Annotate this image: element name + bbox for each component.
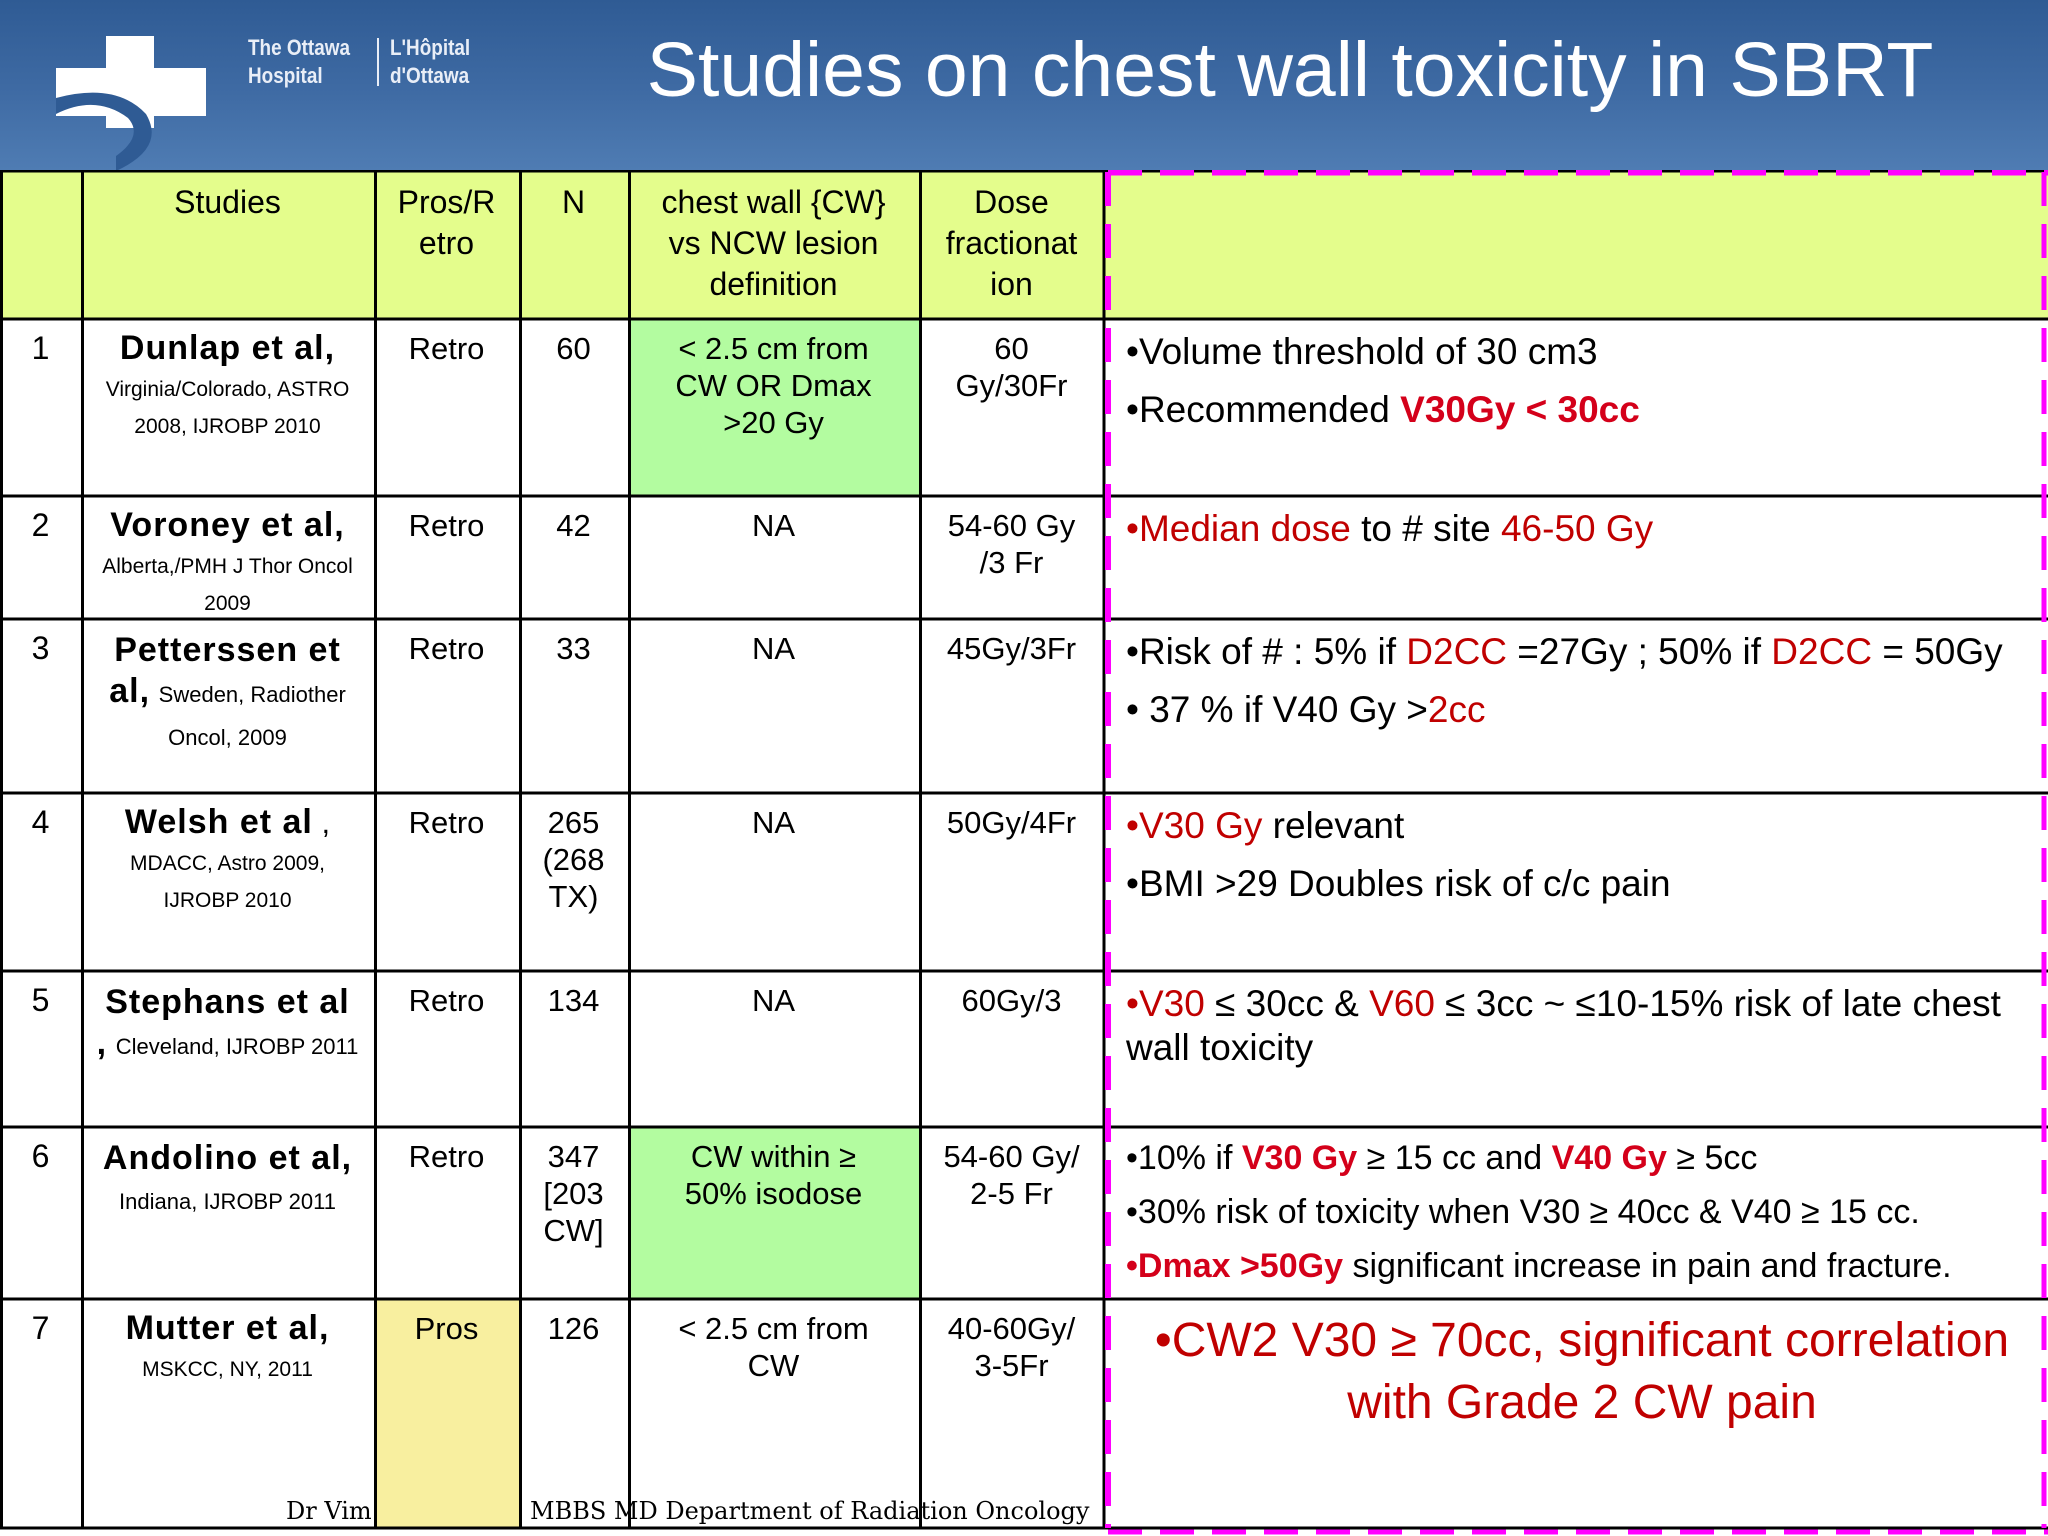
header-findings xyxy=(1104,170,2048,318)
finding-text: ≤ 30cc & xyxy=(1204,983,1370,1024)
findings-cell xyxy=(1126,618,2038,792)
row-number: 4 xyxy=(31,804,50,840)
study-cell xyxy=(81,970,374,1126)
finding-text: ≥ 15 cc and xyxy=(1357,1139,1552,1177)
study-detail: Indiana, IJROBP 2011 xyxy=(119,1189,336,1214)
dose-fractionation: 54-60 Gy/ 2-5 Fr xyxy=(943,1139,1080,1211)
header-dose: Dose fractionat ion xyxy=(945,184,1078,302)
finding-text: •30% risk of toxicity when V30 ≥ 40cc & V40 ≥ 15 cc. xyxy=(1126,1193,1920,1231)
dose-fractionation: 40-60Gy/ 3-5Fr xyxy=(947,1311,1076,1383)
dose-fractionation: 50Gy/4Fr xyxy=(946,805,1077,840)
study-design: Retro xyxy=(408,805,485,840)
study-detail: Alberta,/PMH J Thor Oncol 2009 xyxy=(102,555,353,615)
study-cell xyxy=(81,318,374,495)
footer-department: MBBS MD Department of Radiation Oncology xyxy=(530,1497,1090,1525)
dose-fractionation: 54-60 Gy /3 Fr xyxy=(947,508,1076,580)
lesion-definition: < 2.5 cm from CW OR Dmax >20 Gy xyxy=(675,331,872,440)
study-author-suffix: , xyxy=(312,805,331,840)
study-detail: MDACC, Astro 2009, IJROBP 2010 xyxy=(130,852,325,912)
lesion-definition: NA xyxy=(751,631,796,666)
study-author: Petterssen et al, xyxy=(109,631,341,710)
findings-cell xyxy=(1126,1298,2038,1528)
patient-count: 347 [203 CW] xyxy=(543,1139,604,1248)
study-design: Retro xyxy=(408,331,485,366)
lesion-definition: < 2.5 cm from CW xyxy=(678,1311,869,1383)
finding-text: V30Gy < 30cc xyxy=(1400,389,1640,430)
hospital-name-french: L'Hôpital d'Ottawa xyxy=(390,35,471,88)
header-index xyxy=(0,170,81,318)
study-author: Andolino et al, xyxy=(102,1139,353,1177)
lesion-definition: NA xyxy=(751,983,796,1018)
study-author: Welsh et al xyxy=(124,803,313,841)
finding-text: •V30 xyxy=(1126,983,1205,1024)
slide-header xyxy=(0,0,2048,170)
study-design: Retro xyxy=(408,631,485,666)
finding-line xyxy=(1126,1246,2038,1286)
finding-text: 2cc xyxy=(1427,689,1486,730)
finding-text: •10% if xyxy=(1126,1139,1242,1177)
finding-line xyxy=(1126,630,2038,674)
finding-text: •Volume threshold of 30 cm3 xyxy=(1126,331,1598,372)
patient-count: 42 xyxy=(556,508,591,543)
finding-text: ≤ 3cc ~ ≤10-15% risk of late chest wall toxicity xyxy=(1126,983,2001,1068)
row-number: 6 xyxy=(31,1138,50,1174)
header-design: Pros/R etro xyxy=(397,184,496,261)
finding-text: •CW2 V30 ≥ 70cc, significant correlation with Grade 2 CW pain xyxy=(1154,1314,2010,1429)
finding-text: •Median dose xyxy=(1126,508,1351,549)
finding-line xyxy=(1126,688,2038,732)
finding-text: • 37 % if V40 Gy > xyxy=(1126,689,1428,730)
header-studies: Studies xyxy=(174,184,281,220)
finding-line xyxy=(1126,804,2038,848)
header-n: N xyxy=(561,184,586,220)
study-detail: Cleveland, IJROBP 2011 xyxy=(115,1034,359,1059)
finding-line xyxy=(1126,330,2038,374)
study-cell xyxy=(81,495,374,618)
finding-text: V40 Gy xyxy=(1551,1139,1667,1177)
finding-text: •Risk of # : 5% if xyxy=(1126,631,1407,672)
finding-text: •Recommended xyxy=(1126,389,1401,430)
study-cell xyxy=(81,792,374,970)
header-definition: chest wall {CW} vs NCW lesion definition xyxy=(661,184,886,302)
patient-count: 265 (268 TX) xyxy=(542,805,605,914)
study-design: Pros xyxy=(414,1311,479,1346)
finding-line xyxy=(1126,1310,2038,1434)
study-design: Retro xyxy=(408,508,485,543)
dose-fractionation: 45Gy/3Fr xyxy=(946,631,1077,666)
findings-cell xyxy=(1126,970,2038,1126)
finding-line xyxy=(1126,1192,2038,1232)
row-number: 7 xyxy=(31,1310,50,1346)
study-cell xyxy=(81,618,374,792)
study-detail: Virginia/Colorado, ASTRO 2008, IJROBP 2010 xyxy=(105,378,350,438)
finding-text: •BMI >29 Doubles risk of c/c pain xyxy=(1126,863,1671,904)
findings-cell xyxy=(1126,1126,2038,1298)
findings-cell xyxy=(1126,792,2038,970)
study-design: Retro xyxy=(408,1139,485,1174)
finding-text: D2CC xyxy=(1771,631,1873,672)
finding-text: V60 xyxy=(1369,983,1435,1024)
finding-text: •V30 Gy xyxy=(1126,805,1263,846)
slide-title: Studies on chest wall toxicity in SBRT xyxy=(646,27,1934,113)
finding-text: = 50Gy xyxy=(1872,631,2003,672)
finding-text: significant increase in pain and fracture. xyxy=(1343,1247,1952,1285)
hospital-cross-logo-icon xyxy=(56,36,206,171)
finding-text: D2CC xyxy=(1406,631,1508,672)
lesion-definition: NA xyxy=(751,805,796,840)
patient-count: 33 xyxy=(556,631,591,666)
study-design: Retro xyxy=(408,983,485,1018)
findings-cell xyxy=(1126,318,2038,495)
study-detail: Sweden, Radiother Oncol, 2009 xyxy=(158,682,346,750)
patient-count: 134 xyxy=(547,983,600,1018)
finding-line xyxy=(1126,982,2038,1070)
finding-line xyxy=(1126,862,2038,906)
finding-text: to # site xyxy=(1350,508,1501,549)
study-author: Dunlap et al, xyxy=(119,329,336,367)
hospital-name-english: The Ottawa Hospital xyxy=(248,35,350,88)
finding-line xyxy=(1126,507,2038,551)
study-cell xyxy=(81,1298,374,1528)
finding-text: Dmax >50Gy xyxy=(1137,1247,1343,1285)
finding-text: relevant xyxy=(1262,805,1405,846)
finding-text: V30 Gy xyxy=(1241,1139,1358,1177)
row-number: 5 xyxy=(31,982,50,1018)
dose-fractionation: 60 Gy/30Fr xyxy=(955,331,1068,403)
finding-line xyxy=(1126,1138,2038,1178)
lesion-definition: CW within ≥ 50% isodose xyxy=(684,1139,863,1211)
row-number: 3 xyxy=(31,630,50,666)
dose-fractionation: 60Gy/3 xyxy=(961,983,1062,1018)
finding-text: ≥ 5cc xyxy=(1666,1139,1758,1177)
study-cell xyxy=(81,1126,374,1298)
study-author: Mutter et al, xyxy=(125,1309,330,1347)
finding-text: • xyxy=(1126,1247,1138,1285)
patient-count: 60 xyxy=(556,331,591,366)
finding-text: =27Gy ; 50% if xyxy=(1507,631,1772,672)
brand-divider xyxy=(377,38,379,86)
finding-line xyxy=(1126,388,2038,432)
study-detail: MSKCC, NY, 2011 xyxy=(142,1358,313,1381)
lesion-definition: NA xyxy=(751,508,796,543)
finding-text: 46-50 Gy xyxy=(1500,508,1654,549)
footer-author: Dr Vim xyxy=(286,1497,372,1525)
studies-table xyxy=(0,170,2048,1536)
findings-cell xyxy=(1126,495,2038,618)
patient-count: 126 xyxy=(547,1311,600,1346)
study-author: Stephans et al , xyxy=(96,983,350,1062)
study-author: Voroney et al, xyxy=(110,506,345,544)
row-number: 1 xyxy=(31,330,50,366)
row-number: 2 xyxy=(31,507,50,543)
